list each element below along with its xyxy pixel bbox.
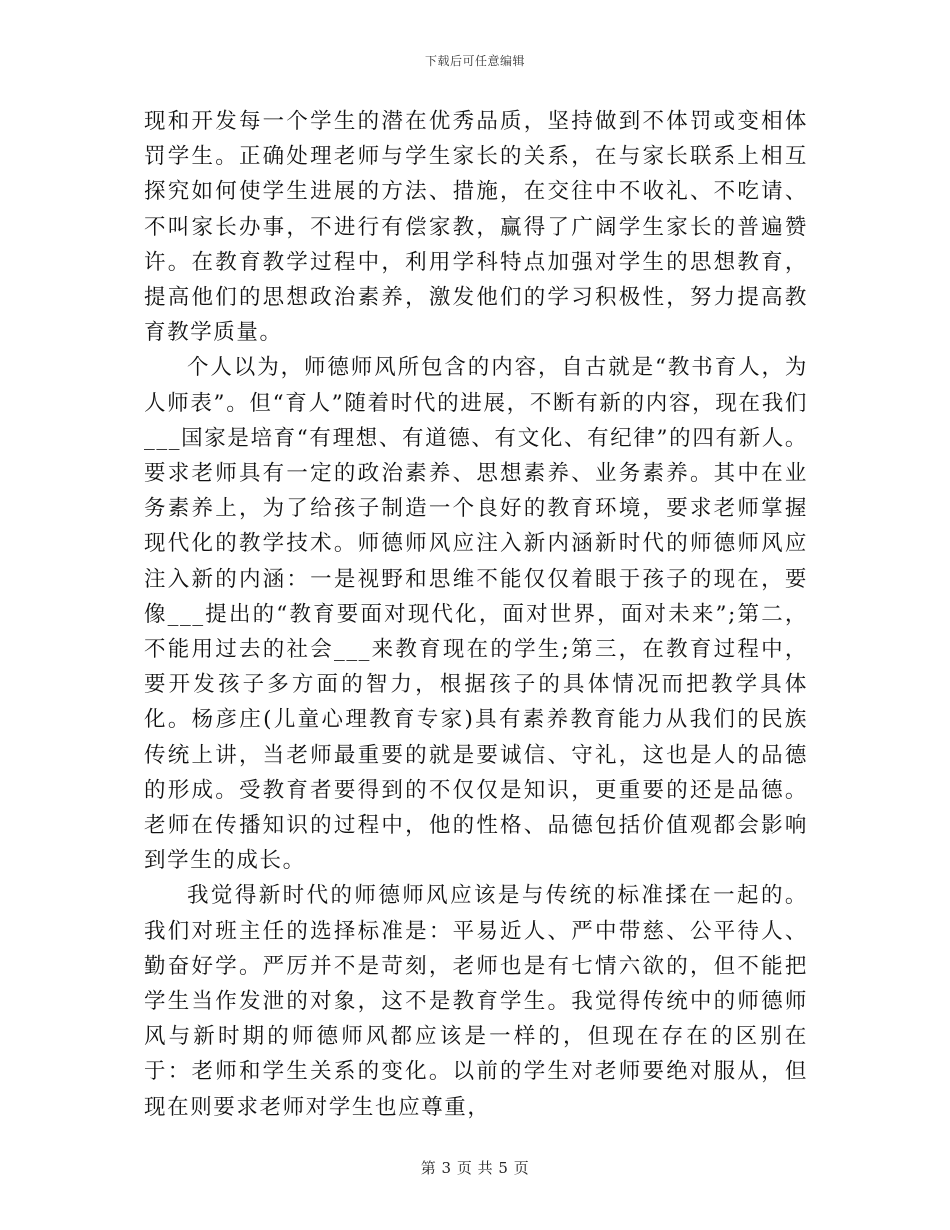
document-body [144,104,808,1125]
paragraph-new-era-standards: 我觉得新时代的师德师风应该是与传统的标准揉在一起的。我们对班主任的选择标准是：平易近人、严中带慈、公平待人、勤奋好学。严厉并不是苛刻，老师也是有七情六欲的，但不能把学生当作发泄的对象，这不是教育学生。我觉得传统中的师德师风与新时期的师德师风都应该是一样的，但现在存在的区别在于：老师和学生关系的变化。以前的学生对老师要绝对服从，但现在则要求老师对学生也应尊重， [144,883,808,1120]
paragraph-teacher-ethics-content: 个人以为，师德师风所包含的内容，自古就是“教书育人，为人师表”。但“育人”随着时代的进展，不断有新的内容，现在我们___国家是培育“有理想、有道德、有文化、有纪律”的四有新人。要求老师具有一定的政治素养、思想素养、业务素养。其中在业务素养上，为了给孩子制造一个良好的教育环境，要求老师掌握现代化的教学技术。师德师风应注入新内涵新时代的师德师风应注入新的内涵：一是视野和思维不能仅仅着眼于孩子的现在，要像___提出的“教育要面对现代化，面对世界，面对未来”;第二，不能用过去的社会___来教育现在的学生;第三，在教育过程中，要开发孩子多方面的智力，根据孩子的具体情况而把教学具体化。杨彦庄(儿童心理教育专家)具有素养教育能力从我们的民族传统上讲，当老师最重要的就是要诚信、守礼，这也是人的品德的形成。受教育者要得到的不仅仅是知识，更重要的还是品德。老师在传播知识的过程中，他的性格、品德包括价值观都会影响到学生的成长。 [144,355,808,874]
paragraph-continuation: 现和开发每一个学生的潜在优秀品质，坚持做到不体罚或变相体罚学生。正确处理老师与学生家长的关系，在与家长联系上相互探究如何使学生进展的方法、措施，在交往中不收礼、不吃请、不叫家长办事，不进行有偿家教，赢得了广阔学生家长的普遍赞许。在教育教学过程中，利用学科特点加强对学生的思想教育，提高他们的思想政治素养，激发他们的学习积极性，努力提高教育教学质量。 [144,109,808,346]
page-header: 下载后可任意编辑 [424,54,525,68]
page-number-footer: 第 3 页 共 5 页 [420,1159,530,1177]
